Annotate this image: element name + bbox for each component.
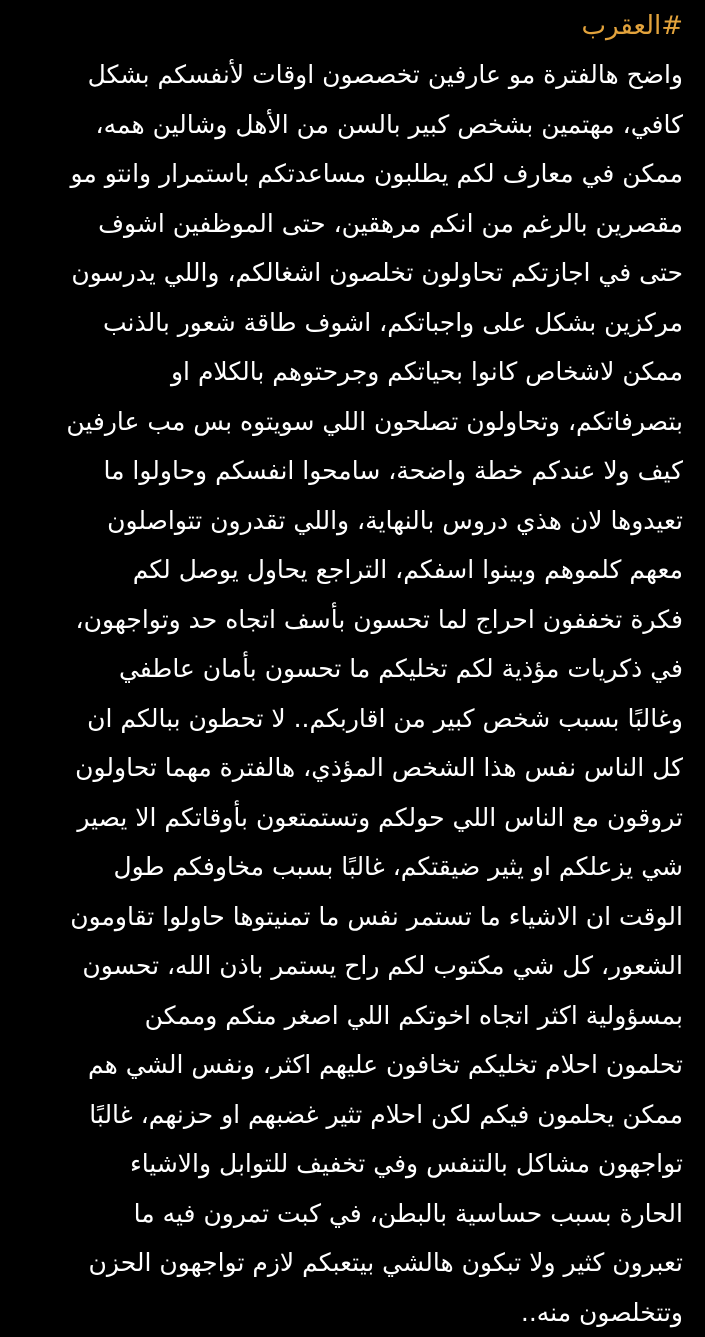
note-body [20,50,683,1337]
text-line: واضح هالفترة مو عارفين تخصصون اوقات لأنفسكم بشكل [20,50,683,100]
text-line: كل الناس نفس هذا الشخص المؤذي، هالفترة مهما تحاولون [20,743,683,793]
text-line: فكرة تخففون احراج لما تحسون بأسف اتجاه حد وتواجهون، [20,595,683,645]
text-line: تعيدوها لان هذي دروس بالنهاية، واللي تقدرون تتواصلون [20,496,683,546]
text-line: ممكن في معارف لكم يطلبون مساعدتكم باستمرار وانتو مو [20,149,683,199]
text-line: كافي، مهتمين بشخص كبير بالسن من الأهل وشالين همه، [20,100,683,150]
text-line: بمسؤولية اكثر اتجاه اخوتكم اللي اصغر منكم وممكن [20,991,683,1041]
text-line: في ذكريات مؤذية لكم تخليكم ما تحسون بأمان عاطفي [20,644,683,694]
text-line: الوقت ان الاشياء ما تستمر نفس ما تمنيتوها حاولوا تقاومون [20,892,683,942]
text-line: تروقون مع الناس اللي حولكم وتستمتعون بأوقاتكم الا يصير [20,793,683,843]
text-line: الحارة بسبب حساسية بالبطن، في كبت تمرون فيه ما [20,1189,683,1239]
text-line: معهم كلموهم وبينوا اسفكم، التراجع يحاول يوصل لكم [20,545,683,595]
text-line: تعبرون كثير ولا تبكون هالشي بيتعبكم لازم تواجهون الحزن [20,1238,683,1288]
hashtag-title[interactable]: #العقرب [20,6,683,46]
text-line: تواجهون مشاكل بالتنفس وفي تخفيف للتوابل والاشياء [20,1139,683,1189]
text-line: مقصرين بالرغم من انكم مرهقين، حتى الموظفين اشوف [20,199,683,249]
text-line: تحلمون احلام تخليكم تخافون عليهم اكثر، ونفس الشي هم [20,1040,683,1090]
text-line: وتتخلصون منه.. [20,1288,683,1337]
text-line: شي يزعلكم او يثير ضيقتكم، غالبًا بسبب مخاوفكم طول [20,842,683,892]
text-line: الشعور، كل شي مكتوب لكم راح يستمر باذن الله، تحسون [20,941,683,991]
text-line: حتى في اجازتكم تحاولون تخلصون اشغالكم، واللي يدرسون [20,248,683,298]
text-line: ممكن لاشخاص كانوا بحياتكم وجرحتوهم بالكلام او [20,347,683,397]
text-line: كيف ولا عندكم خطة واضحة، سامحوا انفسكم وحاولوا ما [20,446,683,496]
text-line: وغالبًا بسبب شخص كبير من اقاربكم.. لا تحطون ببالكم ان [20,694,683,744]
text-line: بتصرفاتكم، وتحاولون تصلحون اللي سويتوه بس مب عارفين [20,397,683,447]
text-line: ممكن يحلمون فيكم لكن احلام تثير غضبهم او حزنهم، غالبًا [20,1090,683,1140]
text-line: مركزين بشكل على واجباتكم، اشوف طاقة شعور بالذنب [20,298,683,348]
